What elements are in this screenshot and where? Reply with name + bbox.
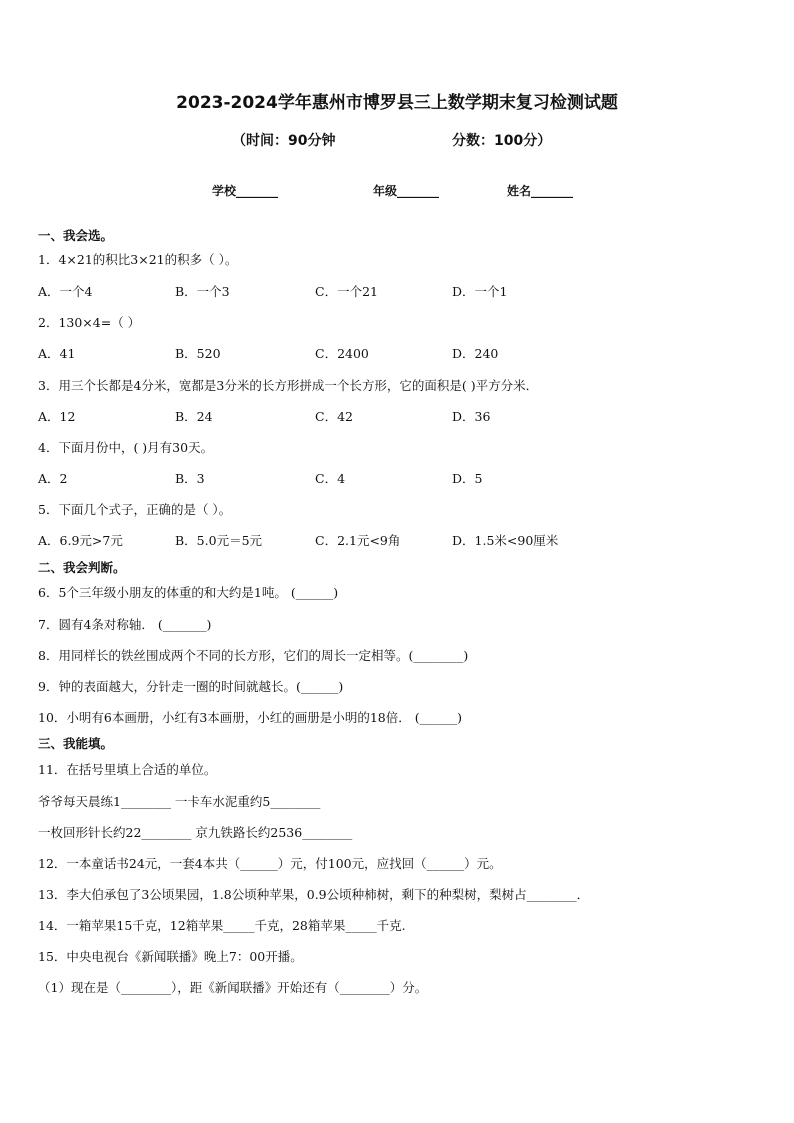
q3-option-a: A．12 [38, 409, 76, 424]
q4-option-a: A．2 [38, 471, 68, 486]
q3-option-d: D．36 [452, 409, 491, 424]
q4-option-d: D．5 [452, 471, 483, 486]
question-12: 12．一本童话书24元，一套4本共（______）元，付100元，应找回（______）元。 [38, 856, 502, 871]
q2-option-d: D．240 [452, 346, 499, 361]
q2-option-b: B．520 [175, 346, 221, 361]
page-title: 2023-2024学年惠州市博罗县三上数学期末复习检测试题 [176, 93, 618, 113]
exam-score: 分数：100分） [452, 133, 552, 149]
question-11: 11．在括号里填上合适的单位。 [38, 762, 217, 777]
section2-heading: 二、我会判断。 [38, 560, 126, 575]
question-9: 9．钟的表面越大，分针走一圈的时间就越长。(______) [38, 679, 344, 694]
question-11-row2: 一枚回形针长约22________ 京九铁路长约2536________ [38, 825, 353, 840]
question-8: 8．用同样长的铁丝围成两个不同的长方形，它们的周长一定相等。(________) [38, 648, 469, 663]
q5-option-a: A．6.9元>7元 [38, 533, 123, 548]
q1-option-b: B．一个3 [175, 284, 230, 299]
question-11-row1: 爷爷每天晨练1________ 一卡车水泥重约5________ [38, 794, 321, 809]
exam-time: （时间：90分钟 [232, 133, 336, 149]
question-1: 1．4×21的积比3×21的积多（ ）。 [38, 252, 238, 267]
q3-option-b: B．24 [175, 409, 213, 424]
question-10: 10．小明有6本画册，小红有3本画册，小红的画册是小明的18倍． (______) [38, 710, 462, 725]
q2-option-c: C．2400 [315, 346, 369, 361]
question-7: 7．圆有4条对称轴． (_______) [38, 617, 212, 632]
school-field: 学校_______ [212, 184, 279, 198]
question-14: 14．一箱苹果15千克，12箱苹果_____千克，28箱苹果_____千克. [38, 918, 406, 933]
q4-option-b: B．3 [175, 471, 205, 486]
section1-heading: 一、我会选。 [38, 228, 114, 243]
q5-option-c: C．2.1元<9角 [315, 533, 401, 548]
q5-option-b: B．5.0元＝5元 [175, 533, 263, 548]
question-3: 3．用三个长都是4分米，宽都是3分米的长方形拼成一个长方形，它的面积是( )平方分米． [38, 378, 539, 393]
question-2: 2．130×4=（ ） [38, 315, 141, 330]
q1-option-d: D．一个1 [452, 284, 508, 299]
q1-option-c: C．一个21 [315, 284, 378, 299]
question-15: 15．中央电视台《新闻联播》晚上7：00开播。 [38, 949, 303, 964]
grade-field: 年级_______ [373, 184, 440, 198]
question-6: 6．5个三年级小朋友的体重的和大约是1吨。 (______) [38, 585, 339, 600]
name-field: 姓名_______ [507, 184, 574, 198]
q5-option-d: D．1.5米<90厘米 [452, 533, 559, 548]
question-15-part1: （1）现在是（________），距《新闻联播》开始还有（________）分。 [38, 980, 428, 995]
question-13: 13．李大伯承包了3公顷果园，1.8公顷种苹果，0.9公顷种柿树，剩下的种梨树，梨树占________． [38, 887, 590, 902]
q1-option-a: A．一个4 [38, 284, 93, 299]
question-5: 5．下面几个式子，正确的是（ ）。 [38, 502, 232, 517]
q4-option-c: C．4 [315, 471, 346, 486]
question-4: 4．下面月份中，( )月有30天。 [38, 440, 214, 455]
q2-option-a: A．41 [38, 346, 76, 361]
section3-heading: 三、我能填。 [38, 736, 114, 751]
q3-option-c: C．42 [315, 409, 353, 424]
